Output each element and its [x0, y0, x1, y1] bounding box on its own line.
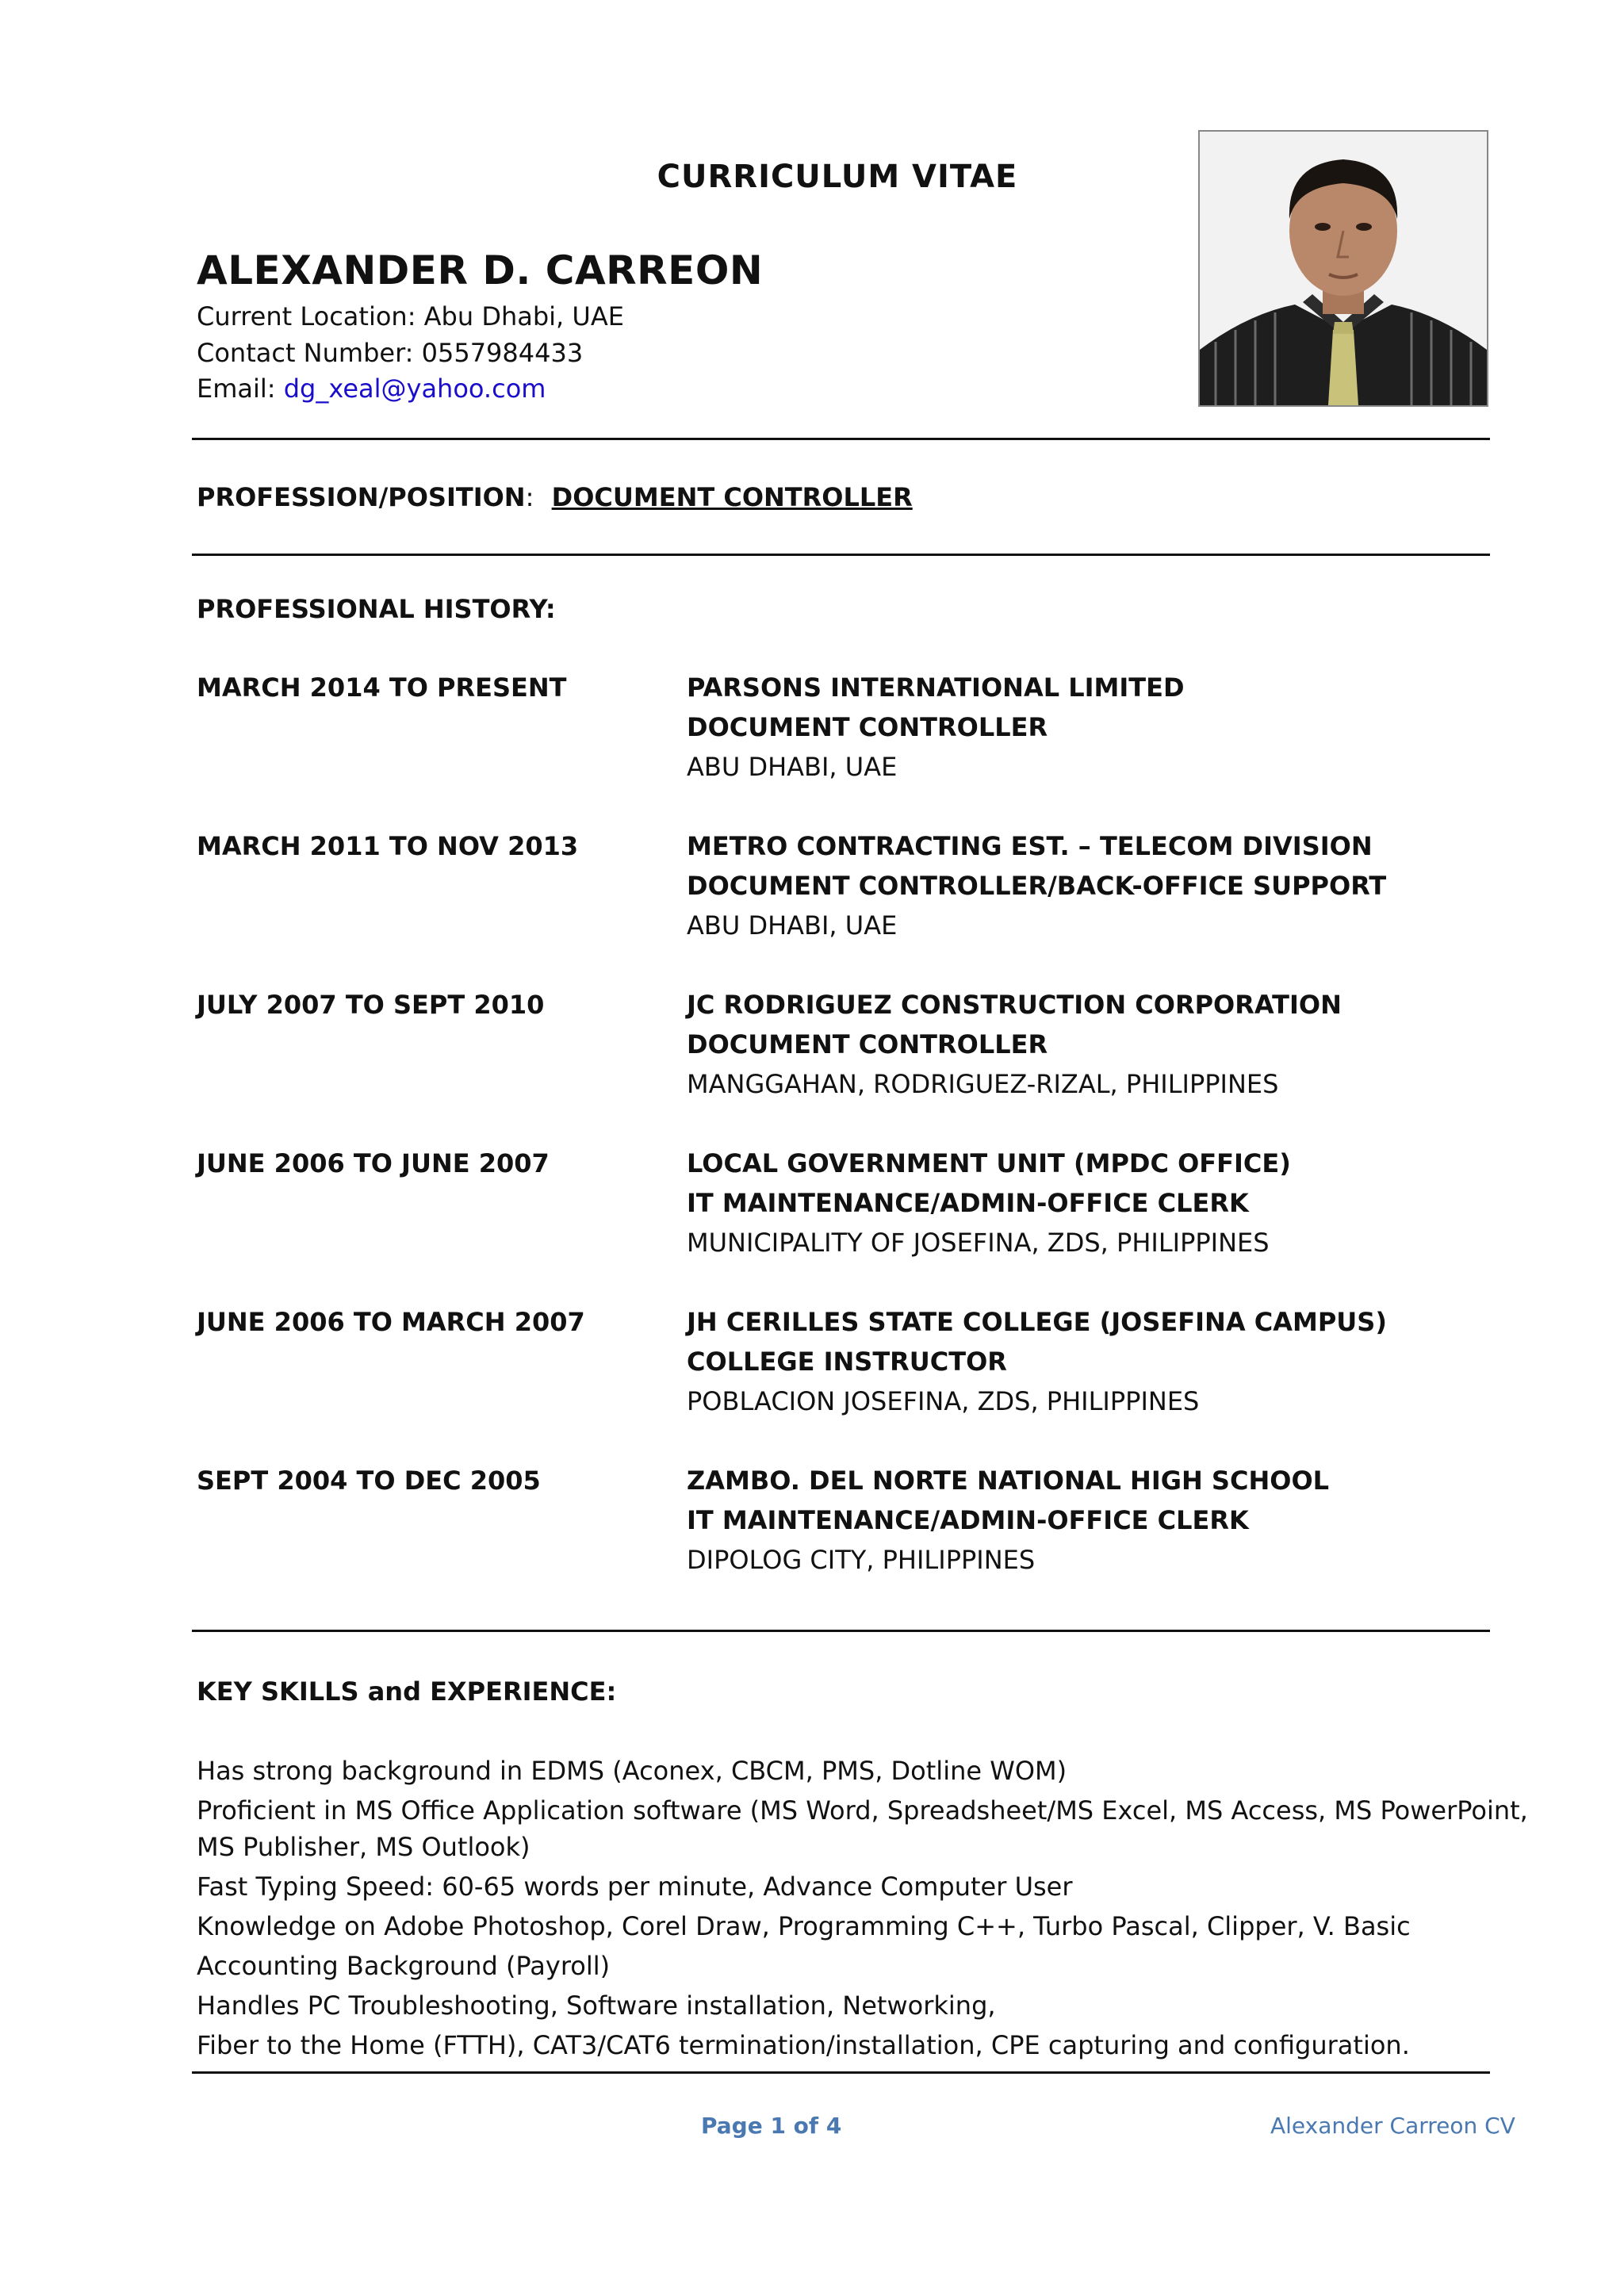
- entry-role: COLLEGE INSTRUCTOR: [687, 1347, 1007, 1377]
- history-heading: PROFESSIONAL HISTORY:: [197, 594, 556, 624]
- entry-date: JUNE 2006 TO MARCH 2007: [197, 1307, 585, 1337]
- document-title: CURRICULUM VITAE: [657, 159, 1018, 195]
- entry-role: IT MAINTENANCE/ADMIN-OFFICE CLERK: [687, 1505, 1249, 1535]
- entry-location: MANGGAHAN, RODRIGUEZ-RIZAL, PHILIPPINES: [687, 1069, 1279, 1099]
- profile-photo: [1198, 130, 1488, 407]
- entry-company: LOCAL GOVERNMENT UNIT (MPDC OFFICE): [687, 1148, 1291, 1178]
- skill-line: Has strong background in EDMS (Aconex, CBCM, PMS, Dotline WOM): [197, 1756, 1067, 1786]
- entry-date: MARCH 2014 TO PRESENT: [197, 672, 567, 703]
- skills-heading: KEY SKILLS and EXPERIENCE:: [197, 1676, 617, 1707]
- divider: [192, 554, 1490, 556]
- entry-location: ABU DHABI, UAE: [687, 910, 898, 941]
- entry-company: JH CERILLES STATE COLLEGE (JOSEFINA CAMPUS): [687, 1307, 1387, 1337]
- profession-separator: :: [525, 482, 534, 512]
- email-link[interactable]: dg_xeal@yahoo.com: [283, 374, 546, 404]
- entry-company: ZAMBO. DEL NORTE NATIONAL HIGH SCHOOL: [687, 1466, 1330, 1496]
- skill-line: Knowledge on Adobe Photoshop, Corel Draw, Programming C++, Turbo Pascal, Clipper, V. Basic: [197, 1911, 1411, 1941]
- entry-location: MUNICIPALITY OF JOSEFINA, ZDS, PHILIPPINES: [687, 1228, 1270, 1258]
- page-number: Page 1 of 4: [701, 2113, 842, 2139]
- entry-location: DIPOLOG CITY, PHILIPPINES: [687, 1545, 1036, 1575]
- footer-document-name: Alexander Carreon CV: [1270, 2113, 1515, 2139]
- current-location: Current Location: Abu Dhabi, UAE: [197, 301, 624, 331]
- divider: [192, 438, 1490, 440]
- entry-location: ABU DHABI, UAE: [687, 752, 898, 782]
- profession-line: [197, 482, 913, 512]
- entry-company: PARSONS INTERNATIONAL LIMITED: [687, 672, 1185, 703]
- email-line: [197, 374, 546, 404]
- divider: [192, 1630, 1490, 1632]
- skill-line: Handles PC Troubleshooting, Software installation, Networking,: [197, 1990, 996, 2021]
- divider: [192, 2071, 1490, 2074]
- entry-company: METRO CONTRACTING EST. – TELECOM DIVISION: [687, 831, 1373, 861]
- profession-label: PROFESSION/POSITION: [197, 482, 526, 512]
- skill-line: Accounting Background (Payroll): [197, 1951, 611, 1981]
- skill-line: Proficient in MS Office Application software (MS Word, Spreadsheet/MS Excel, MS Access, MS PowerPoint,: [197, 1795, 1528, 1826]
- email-label: Email:: [197, 374, 284, 404]
- contact-number: Contact Number: 0557984433: [197, 338, 584, 368]
- entry-date: JULY 2007 TO SEPT 2010: [197, 990, 545, 1020]
- entry-role: DOCUMENT CONTROLLER: [687, 712, 1048, 742]
- entry-location: POBLACION JOSEFINA, ZDS, PHILIPPINES: [687, 1386, 1200, 1416]
- profession-value: DOCUMENT CONTROLLER: [551, 482, 913, 512]
- entry-role: DOCUMENT CONTROLLER: [687, 1029, 1048, 1059]
- skill-line: Fiber to the Home (FTTH), CAT3/CAT6 termination/installation, CPE capturing and configuration.: [197, 2030, 1410, 2060]
- skill-line: MS Publisher, MS Outlook): [197, 1832, 530, 1862]
- skill-line: Fast Typing Speed: 60-65 words per minute, Advance Computer User: [197, 1872, 1073, 1902]
- entry-company: JC RODRIGUEZ CONSTRUCTION CORPORATION: [687, 990, 1342, 1020]
- candidate-name: ALEXANDER D. CARREON: [197, 247, 764, 293]
- entry-role: IT MAINTENANCE/ADMIN-OFFICE CLERK: [687, 1188, 1249, 1218]
- entry-role: DOCUMENT CONTROLLER/BACK-OFFICE SUPPORT: [687, 871, 1387, 901]
- entry-date: JUNE 2006 TO JUNE 2007: [197, 1148, 550, 1178]
- entry-date: SEPT 2004 TO DEC 2005: [197, 1466, 541, 1496]
- entry-date: MARCH 2011 TO NOV 2013: [197, 831, 579, 861]
